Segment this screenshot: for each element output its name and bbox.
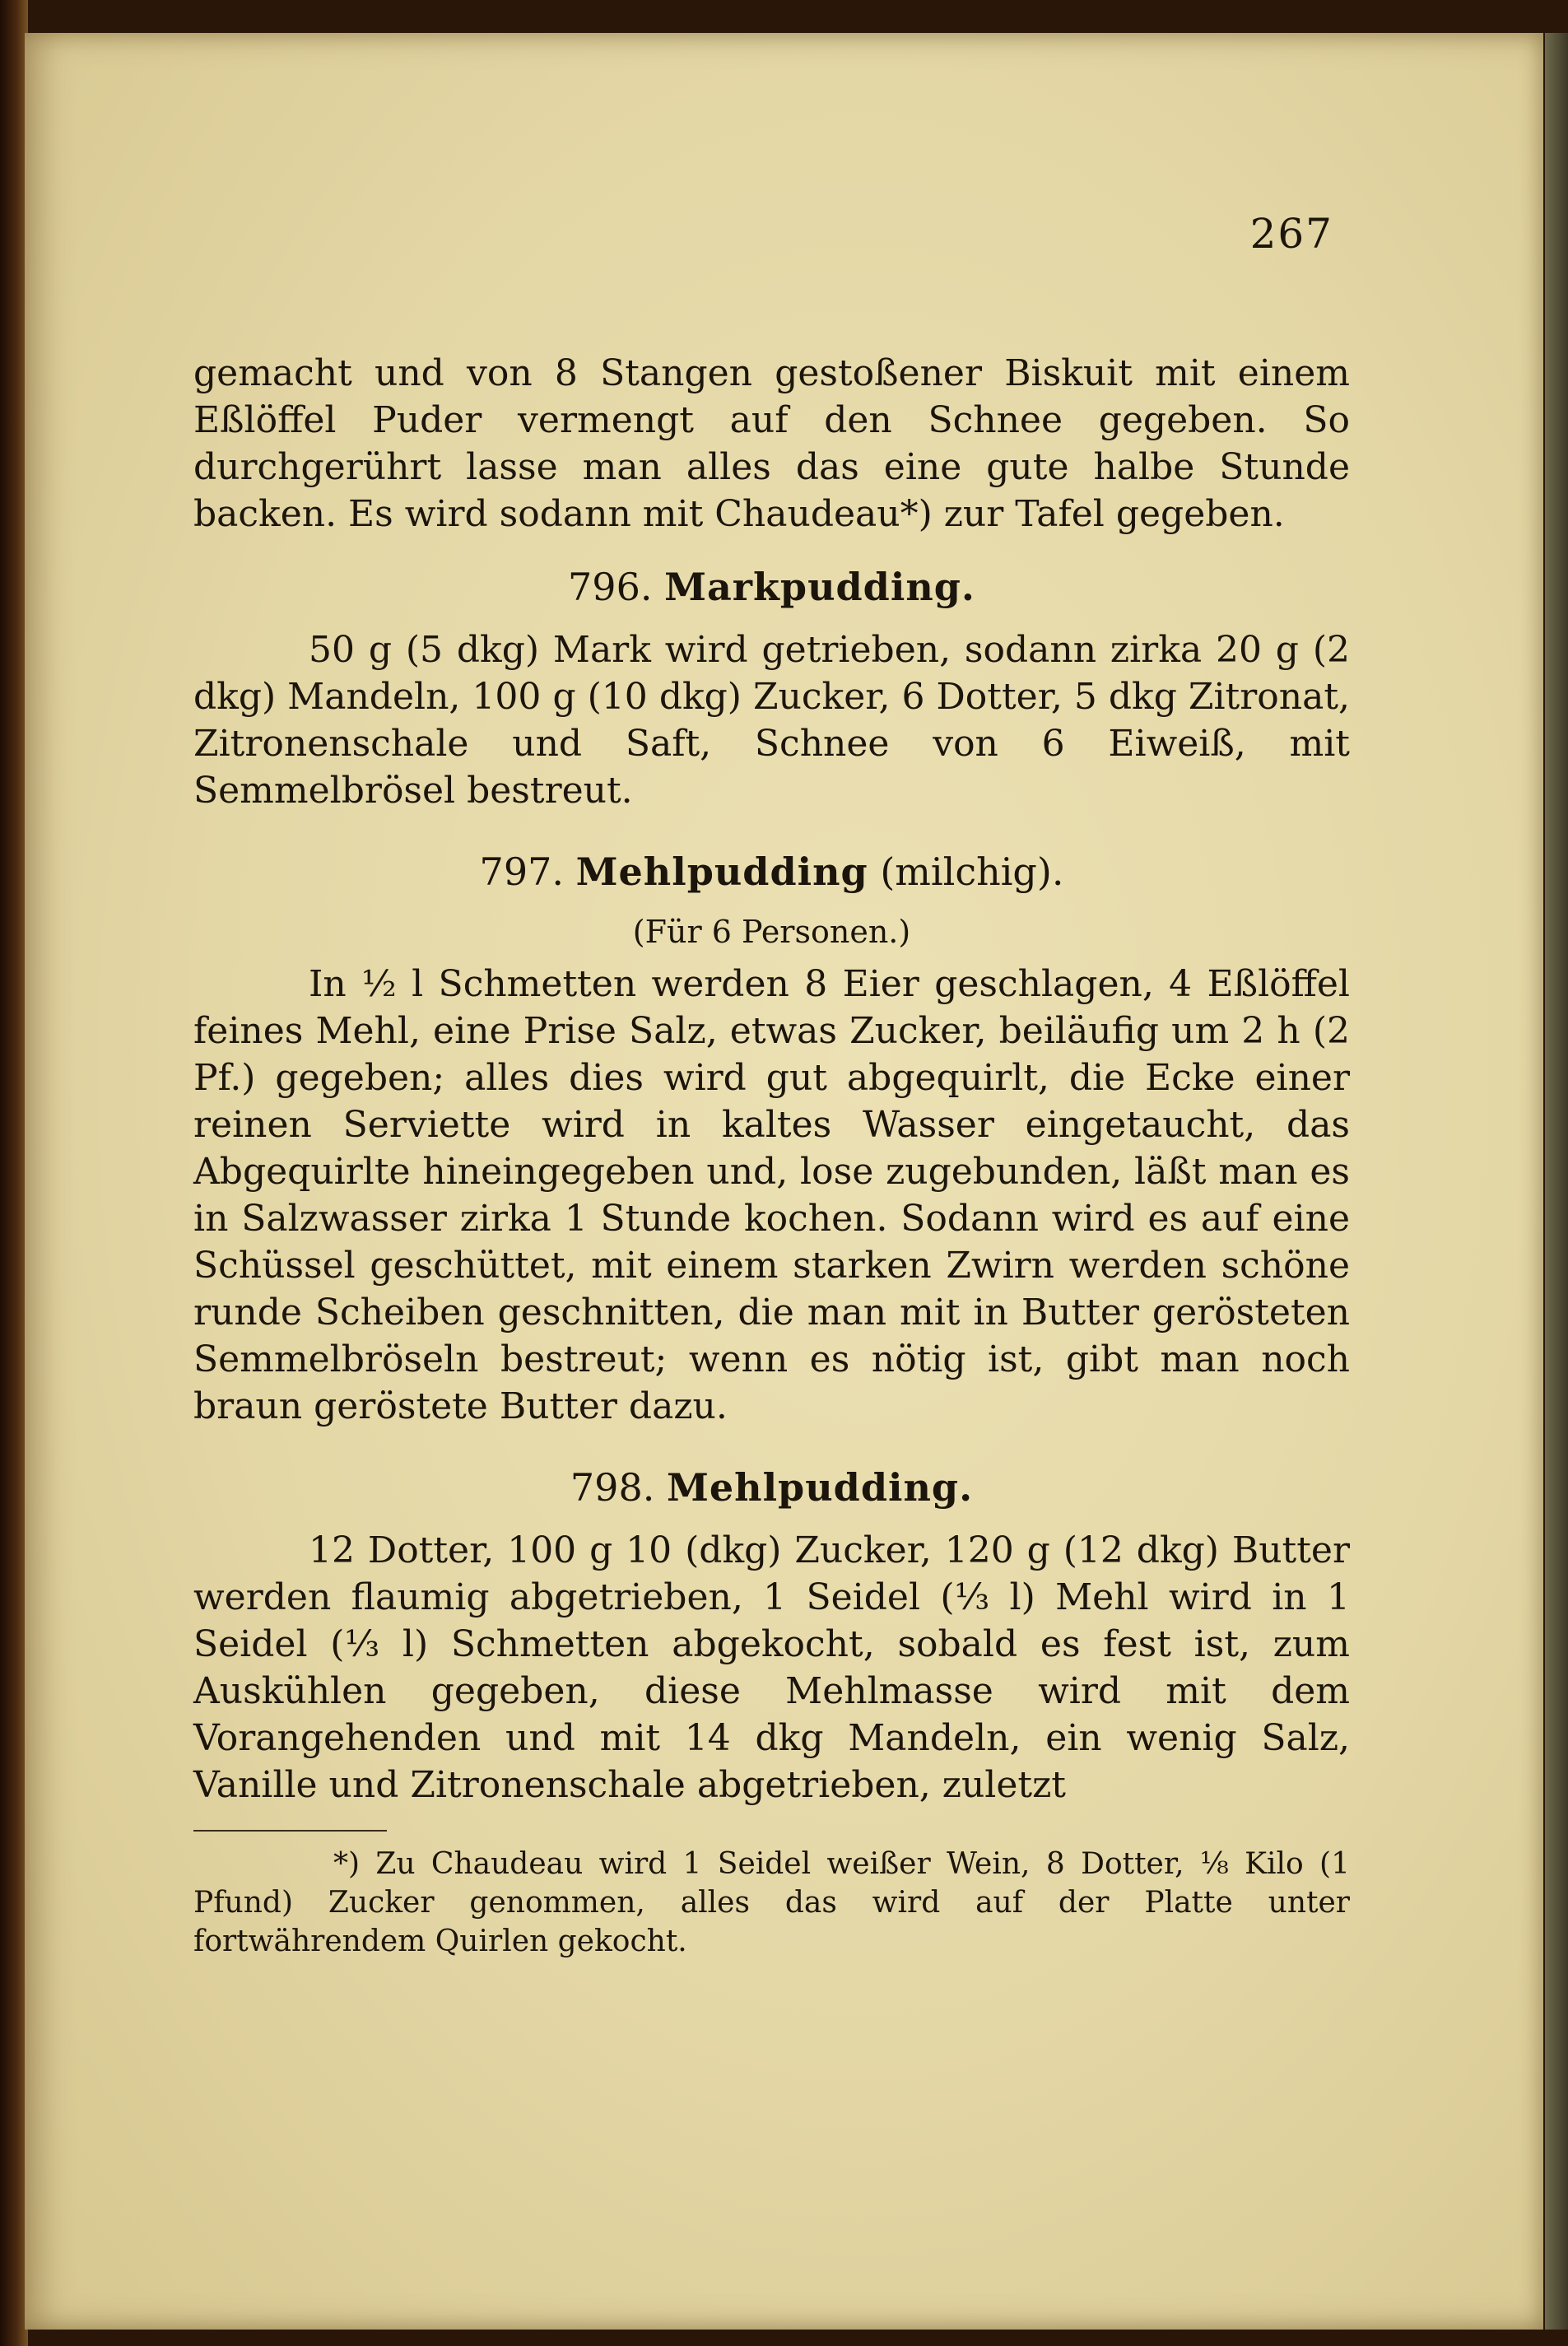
- recipe-title-suffix: (milchig).: [880, 849, 1064, 894]
- page-number: 267: [1249, 210, 1333, 258]
- recipe-text-798: 12 Dotter, 100 g 10 (dkg) Zucker, 120 g (12 dkg) Butter werden flaumig abgetrieben, 1 Seidel (⅓ l) Mehl wird in 1 Seidel (⅓ l) Schmetten abgekocht, sobald es fest ist, zum Auskühlen gegeben, diese Mehlmasse wird mit dem Vorangehenden und mit 14 dkg Mandeln, ein wenig Salz, Vanille und Zitronenschale abgetrieben, zuletzt: [193, 1529, 1350, 1806]
- footnote-divider: [193, 1830, 387, 1832]
- recipe-title: Markpudding.: [664, 565, 975, 609]
- book-page: [25, 33, 1543, 2330]
- intro-paragraph: gemacht und von 8 Stangen gestoßener Biskuit mit einem Eßlöffel Puder vermengt auf den Schnee gegeben. So durchgerührt lasse man alles das eine gute halbe Stunde backen. Es wird sodann mit Chaudeau*) zur Tafel gegeben.: [193, 352, 1350, 535]
- book-spine: [0, 0, 28, 2346]
- recipe-heading-797: [193, 847, 1350, 896]
- recipe-title: Mehlpudding: [575, 849, 868, 894]
- page-edge: [1545, 33, 1568, 2330]
- recipe-text-796: 50 g (5 dkg) Mark wird getrieben, sodann zirka 20 g (2 dkg) Mandeln, 100 g (10 dkg) Zucker, 6 Dotter, 5 dkg Zitronat, Zitronenschale und Saft, Schnee von 6 Eiweiß, mit Semmelbrösel bestreut.: [193, 629, 1350, 812]
- recipe-text-797: In ½ l Schmetten werden 8 Eier geschlagen, 4 Eßlöffel feines Mehl, eine Prise Salz, etwas Zucker, beiläufig um 2 h (2 Pf.) gegeben; alles dies wird gut abgequirlt, die Ecke einer reinen Serviette wird in kaltes Wasser eingetaucht, das Abgequirlte hineingegeben und, lose zugebunden, läßt man es in Salzwasser zirka 1 Stunde kochen. Sodann wird es auf eine Schüssel geschüttet, mit einem starken Zwirn werden schöne runde Scheiben geschnitten, die man mit in Butter gerösteten Semmelbröseln bestreut; wenn es nötig ist, gibt man noch braun geröstete Butter dazu.: [193, 963, 1350, 1427]
- footnote: *) Zu Chaudeau wird 1 Seidel weißer Wein, 8 Dotter, ⅛ Kilo (1 Pfund) Zucker genommen, alles das wird auf der Platte unter fortwährendem Quirlen gekocht.: [193, 1847, 1350, 1958]
- recipe-title: Mehlpudding.: [666, 1465, 974, 1510]
- recipe-number: 798.: [570, 1465, 655, 1510]
- page-content: [193, 350, 1350, 1961]
- recipe-number: 797.: [479, 849, 564, 894]
- recipe-number: 796.: [568, 565, 653, 609]
- recipe-heading-796: [193, 562, 1350, 612]
- recipe-heading-798: [193, 1463, 1350, 1512]
- recipe-servings-note: (Für 6 Personen.): [632, 914, 911, 950]
